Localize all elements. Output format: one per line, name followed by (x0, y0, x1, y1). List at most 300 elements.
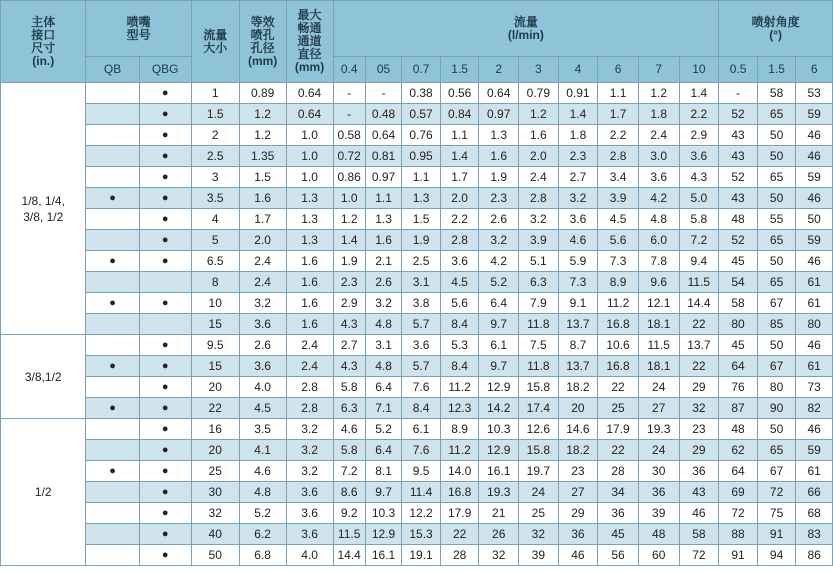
table-body (1, 83, 833, 566)
value-cell: 14.6 (558, 419, 598, 440)
value-cell: 2.4 (638, 125, 679, 146)
value-cell: 3.6 (558, 209, 598, 230)
value-cell: 2.9 (679, 125, 719, 146)
qb-marker-cell (86, 524, 139, 545)
pressure-header: 0.4 (333, 57, 365, 83)
value-cell: 23 (558, 461, 598, 482)
value-cell: 1.3 (286, 209, 333, 230)
value-cell: 2.6 (239, 335, 286, 356)
qb-marker-cell (86, 377, 139, 398)
value-cell: 7.2 (679, 230, 719, 251)
value-cell: 2.7 (333, 335, 365, 356)
value-cell: 18.1 (638, 314, 679, 335)
value-cell: 1.3 (286, 188, 333, 209)
value-cell: 3.6 (402, 335, 441, 356)
value-cell: 4.6 (558, 230, 598, 251)
value-cell: 15 (191, 314, 239, 335)
value-cell: 43 (719, 188, 758, 209)
value-cell: 0.64 (286, 83, 333, 104)
value-cell: 1.35 (239, 146, 286, 167)
value-cell: 4.2 (479, 251, 519, 272)
qbg-marker-cell: ● (139, 104, 191, 125)
value-cell: 6.3 (333, 398, 365, 419)
value-cell: 11.5 (638, 335, 679, 356)
value-cell: 1.6 (286, 272, 333, 293)
table-row (1, 503, 833, 524)
value-cell: 22 (679, 356, 719, 377)
value-cell: 27 (638, 398, 679, 419)
nozzle-model-header: 喷嘴 型号 (86, 1, 191, 57)
value-cell: 4.3 (333, 314, 365, 335)
value-cell: 2.0 (440, 188, 479, 209)
value-cell: 0.97 (365, 167, 401, 188)
pressure-header: 7 (638, 57, 679, 83)
table-row (1, 209, 833, 230)
value-cell: 2.4 (286, 356, 333, 377)
value-cell: 1.8 (558, 125, 598, 146)
value-cell: 6.1 (402, 419, 441, 440)
value-cell: 18.2 (558, 377, 598, 398)
value-cell: 2.0 (519, 146, 559, 167)
value-cell: 13.7 (558, 356, 598, 377)
table-row (1, 398, 833, 419)
value-cell: 61 (796, 293, 833, 314)
value-cell: 1.1 (365, 188, 401, 209)
value-cell: 3.2 (286, 440, 333, 461)
value-cell: 12.6 (519, 419, 559, 440)
connection-size-header: 主体 接口 尺寸 (in.) (1, 1, 86, 83)
value-cell: 12.9 (479, 440, 519, 461)
value-cell: 17.9 (598, 419, 639, 440)
value-cell: 43 (679, 482, 719, 503)
value-cell: 36 (598, 503, 639, 524)
value-cell: 7.6 (402, 377, 441, 398)
value-cell: 46 (796, 335, 833, 356)
value-cell: 11.8 (519, 314, 559, 335)
value-cell: 67 (757, 356, 796, 377)
value-cell: 5.8 (679, 209, 719, 230)
value-cell: 43 (719, 146, 758, 167)
value-cell: 27 (558, 482, 598, 503)
qbg-marker-cell: ● (139, 251, 191, 272)
value-cell: 5.8 (333, 440, 365, 461)
value-cell: 1.6 (239, 188, 286, 209)
value-cell: 1.5 (239, 167, 286, 188)
model-qbg-header: QBG (139, 57, 191, 83)
value-cell: 4.3 (333, 356, 365, 377)
value-cell: 52 (719, 167, 758, 188)
value-cell: 86 (796, 545, 833, 566)
value-cell: 19.3 (479, 482, 519, 503)
value-cell: 0.81 (365, 146, 401, 167)
value-cell: 50 (796, 209, 833, 230)
value-cell: 54 (719, 272, 758, 293)
value-cell: - (719, 83, 758, 104)
value-cell: 1.9 (402, 230, 441, 251)
qbg-marker-cell: ● (139, 440, 191, 461)
value-cell: 6.4 (365, 440, 401, 461)
value-cell: 9.2 (333, 503, 365, 524)
value-cell: 16.8 (598, 356, 639, 377)
value-cell: 58 (757, 83, 796, 104)
value-cell: 2.3 (479, 188, 519, 209)
value-cell: 52 (719, 230, 758, 251)
qb-marker-cell: ● (86, 188, 139, 209)
value-cell: 26 (479, 524, 519, 545)
value-cell: 6.4 (365, 377, 401, 398)
value-cell: 2.7 (558, 167, 598, 188)
value-cell: 1.5 (402, 209, 441, 230)
value-cell: 1.2 (239, 125, 286, 146)
value-cell: 72 (757, 482, 796, 503)
value-cell: 12.2 (402, 503, 441, 524)
value-cell: 25 (191, 461, 239, 482)
value-cell: 0.48 (365, 104, 401, 125)
qb-marker-cell (86, 272, 139, 293)
value-cell: 5.6 (440, 293, 479, 314)
value-cell: 1.2 (638, 83, 679, 104)
value-cell: 46 (796, 125, 833, 146)
value-cell: 25 (519, 503, 559, 524)
value-cell: 22 (679, 314, 719, 335)
value-cell: 3.4 (598, 167, 639, 188)
value-cell: 66 (796, 482, 833, 503)
value-cell: 2.4 (286, 335, 333, 356)
value-cell: 29 (679, 377, 719, 398)
value-cell: 3.1 (365, 335, 401, 356)
value-cell: 11.2 (598, 293, 639, 314)
qbg-marker-cell: ● (139, 293, 191, 314)
qb-marker-cell (86, 230, 139, 251)
value-cell: 1.4 (558, 104, 598, 125)
qb-marker-cell (86, 419, 139, 440)
value-cell: 1.6 (479, 146, 519, 167)
value-cell: 16.1 (365, 545, 401, 566)
value-cell: 45 (719, 335, 758, 356)
value-cell: 39 (519, 545, 559, 566)
value-cell: 3.6 (679, 146, 719, 167)
qbg-marker-cell: ● (139, 482, 191, 503)
value-cell: 65 (757, 167, 796, 188)
value-cell: 2.6 (365, 272, 401, 293)
table-row (1, 104, 833, 125)
value-cell: 43 (719, 125, 758, 146)
value-cell: 4.8 (365, 314, 401, 335)
value-cell: 4.6 (333, 419, 365, 440)
value-cell: 4.6 (239, 461, 286, 482)
table-row (1, 251, 833, 272)
connection-size-cell: 1/2 (1, 419, 86, 566)
value-cell: 46 (796, 188, 833, 209)
value-cell: 9.7 (479, 314, 519, 335)
value-cell: 3.2 (239, 293, 286, 314)
value-cell: 2.2 (679, 104, 719, 125)
value-cell: 3.1 (402, 272, 441, 293)
value-cell: 64 (719, 461, 758, 482)
value-cell: 8.4 (440, 356, 479, 377)
value-cell: 46 (558, 545, 598, 566)
value-cell: 1 (191, 83, 239, 104)
value-cell: 16.8 (440, 482, 479, 503)
value-cell: 14.2 (479, 398, 519, 419)
value-cell: 3.2 (479, 230, 519, 251)
connection-size-cell: 1/8, 1/4, 3/8, 1/2 (1, 83, 86, 335)
value-cell: 2.0 (239, 230, 286, 251)
value-cell: 6.5 (191, 251, 239, 272)
value-cell: 1.1 (440, 125, 479, 146)
value-cell: 36 (679, 461, 719, 482)
value-cell: 2.2 (598, 125, 639, 146)
value-cell: 2.4 (239, 272, 286, 293)
qbg-marker-cell: ● (139, 377, 191, 398)
pressure-header: 10 (679, 57, 719, 83)
value-cell: 16 (191, 419, 239, 440)
value-cell: 28 (598, 461, 639, 482)
value-cell: 2.8 (286, 377, 333, 398)
value-cell: 8.7 (558, 335, 598, 356)
value-cell: 4 (191, 209, 239, 230)
value-cell: 21 (479, 503, 519, 524)
value-cell: 39 (638, 503, 679, 524)
value-cell: 0.72 (333, 146, 365, 167)
table-row (1, 230, 833, 251)
value-cell: 1.5 (191, 104, 239, 125)
value-cell: 1.6 (365, 230, 401, 251)
value-cell: 60 (638, 545, 679, 566)
value-cell: 15.8 (519, 440, 559, 461)
value-cell: 46 (796, 419, 833, 440)
value-cell: 58 (719, 293, 758, 314)
value-cell: 15.8 (519, 377, 559, 398)
value-cell: 14.4 (333, 545, 365, 566)
value-cell: 11.8 (519, 356, 559, 377)
value-cell: - (365, 83, 401, 104)
value-cell: 65 (757, 272, 796, 293)
table-row (1, 524, 833, 545)
value-cell: 50 (757, 251, 796, 272)
value-cell: 67 (757, 293, 796, 314)
value-cell: 5 (191, 230, 239, 251)
value-cell: 8.4 (440, 314, 479, 335)
value-cell: 7.5 (519, 335, 559, 356)
value-cell: 48 (638, 524, 679, 545)
value-cell: 22 (191, 398, 239, 419)
value-cell: 3 (191, 167, 239, 188)
value-cell: 29 (679, 440, 719, 461)
value-cell: 0.95 (402, 146, 441, 167)
value-cell: - (333, 83, 365, 104)
value-cell: 24 (638, 440, 679, 461)
qb-marker-cell (86, 125, 139, 146)
table-row (1, 461, 833, 482)
value-cell: 3.9 (598, 188, 639, 209)
value-cell: 5.7 (402, 356, 441, 377)
value-cell: 0.64 (365, 125, 401, 146)
value-cell: 53 (796, 83, 833, 104)
value-cell: 12.9 (479, 377, 519, 398)
pressure-header: 3 (519, 57, 559, 83)
value-cell: 88 (719, 524, 758, 545)
value-cell: 2.5 (191, 146, 239, 167)
value-cell: 9.7 (479, 356, 519, 377)
value-cell: 7.6 (402, 440, 441, 461)
value-cell: 4.8 (365, 356, 401, 377)
value-cell: 11.2 (440, 377, 479, 398)
table-row (1, 335, 833, 356)
spray-angle-header: 喷射角度 (°) (719, 1, 833, 57)
value-cell: 80 (796, 314, 833, 335)
value-cell: 9.6 (638, 272, 679, 293)
qb-marker-cell (86, 104, 139, 125)
value-cell: 8.4 (402, 398, 441, 419)
table-row (1, 419, 833, 440)
value-cell: 50 (757, 125, 796, 146)
qbg-marker-cell: ● (139, 188, 191, 209)
value-cell: 80 (719, 314, 758, 335)
value-cell: 36 (638, 482, 679, 503)
value-cell: 5.0 (679, 188, 719, 209)
value-cell: 3.0 (638, 146, 679, 167)
value-cell: 7.1 (365, 398, 401, 419)
model-qb-header: QB (86, 57, 139, 83)
value-cell: 5.6 (598, 230, 639, 251)
value-cell: 2.3 (558, 146, 598, 167)
value-cell: 1.6 (286, 314, 333, 335)
value-cell: 3.2 (286, 419, 333, 440)
value-cell: 5.9 (558, 251, 598, 272)
table-row (1, 83, 833, 104)
pressure-header: 6 (598, 57, 639, 83)
value-cell: 1.2 (519, 104, 559, 125)
value-cell: 18.1 (638, 356, 679, 377)
value-cell: 3.6 (239, 314, 286, 335)
qbg-marker-cell: ● (139, 83, 191, 104)
value-cell: 10 (191, 293, 239, 314)
value-cell: 91 (719, 545, 758, 566)
value-cell: 5.7 (402, 314, 441, 335)
qb-marker-cell: ● (86, 251, 139, 272)
value-cell: 50 (191, 545, 239, 566)
value-cell: 19.7 (519, 461, 559, 482)
qb-marker-cell (86, 545, 139, 566)
table-row (1, 314, 833, 335)
qbg-marker-cell: ● (139, 419, 191, 440)
qb-marker-cell (86, 209, 139, 230)
value-cell: 1.2 (239, 104, 286, 125)
value-cell: 30 (191, 482, 239, 503)
value-cell: 22 (440, 524, 479, 545)
value-cell: 2.8 (598, 146, 639, 167)
value-cell: 3.2 (286, 461, 333, 482)
pressure-header: 05 (365, 57, 401, 83)
value-cell: 90 (757, 398, 796, 419)
max-passage-header: 最大 畅通 通道 直径 (mm) (286, 1, 333, 83)
qb-marker-cell (86, 167, 139, 188)
value-cell: 1.9 (333, 251, 365, 272)
value-cell: 59 (796, 440, 833, 461)
value-cell: 0.91 (558, 83, 598, 104)
value-cell: 68 (796, 503, 833, 524)
qbg-marker-cell: ● (139, 545, 191, 566)
qbg-marker-cell: ● (139, 398, 191, 419)
flow-header: 流量 (l/min) (333, 1, 719, 57)
value-cell: 3.6 (440, 251, 479, 272)
value-cell: 1.4 (440, 146, 479, 167)
value-cell: 2.9 (333, 293, 365, 314)
value-cell: - (333, 104, 365, 125)
value-cell: 8.9 (440, 419, 479, 440)
value-cell: 7.8 (638, 251, 679, 272)
value-cell: 0.57 (402, 104, 441, 125)
value-cell: 4.2 (638, 188, 679, 209)
qbg-marker-cell: ● (139, 356, 191, 377)
value-cell: 23 (679, 419, 719, 440)
value-cell: 6.1 (479, 335, 519, 356)
value-cell: 3.9 (519, 230, 559, 251)
qb-marker-cell: ● (86, 293, 139, 314)
value-cell: 11.5 (333, 524, 365, 545)
value-cell: 80 (757, 377, 796, 398)
value-cell: 3.6 (638, 167, 679, 188)
value-cell: 69 (719, 482, 758, 503)
value-cell: 64 (719, 356, 758, 377)
value-cell: 59 (796, 230, 833, 251)
value-cell: 14.4 (679, 293, 719, 314)
value-cell: 34 (598, 482, 639, 503)
qbg-marker-cell: ● (139, 146, 191, 167)
value-cell: 3.6 (286, 503, 333, 524)
value-cell: 45 (719, 251, 758, 272)
table-row (1, 545, 833, 566)
value-cell: 0.79 (519, 83, 559, 104)
value-cell: 0.58 (333, 125, 365, 146)
value-cell: 0.86 (333, 167, 365, 188)
value-cell: 76 (719, 377, 758, 398)
value-cell: 6.3 (519, 272, 559, 293)
qbg-marker-cell: ● (139, 503, 191, 524)
value-cell: 4.8 (239, 482, 286, 503)
value-cell: 3.2 (558, 188, 598, 209)
value-cell: 3.2 (365, 293, 401, 314)
value-cell: 22 (598, 377, 639, 398)
value-cell: 0.84 (440, 104, 479, 125)
value-cell: 30 (638, 461, 679, 482)
value-cell: 1.0 (286, 146, 333, 167)
value-cell: 61 (796, 356, 833, 377)
value-cell: 2.6 (479, 209, 519, 230)
value-cell: 17.9 (440, 503, 479, 524)
value-cell: 1.4 (333, 230, 365, 251)
table-row (1, 167, 833, 188)
value-cell: 65 (757, 440, 796, 461)
value-cell: 3.5 (191, 188, 239, 209)
value-cell: 67 (757, 461, 796, 482)
value-cell: 75 (757, 503, 796, 524)
value-cell: 8.6 (333, 482, 365, 503)
value-cell: 4.5 (598, 209, 639, 230)
value-cell: 32 (479, 545, 519, 566)
qb-marker-cell: ● (86, 356, 139, 377)
qb-marker-cell (86, 83, 139, 104)
value-cell: 7.3 (558, 272, 598, 293)
qb-marker-cell (86, 440, 139, 461)
value-cell: 1.9 (479, 167, 519, 188)
value-cell: 10.3 (479, 419, 519, 440)
value-cell: 1.7 (239, 209, 286, 230)
value-cell: 61 (796, 272, 833, 293)
qbg-marker-cell: ● (139, 167, 191, 188)
value-cell: 12.9 (365, 524, 401, 545)
